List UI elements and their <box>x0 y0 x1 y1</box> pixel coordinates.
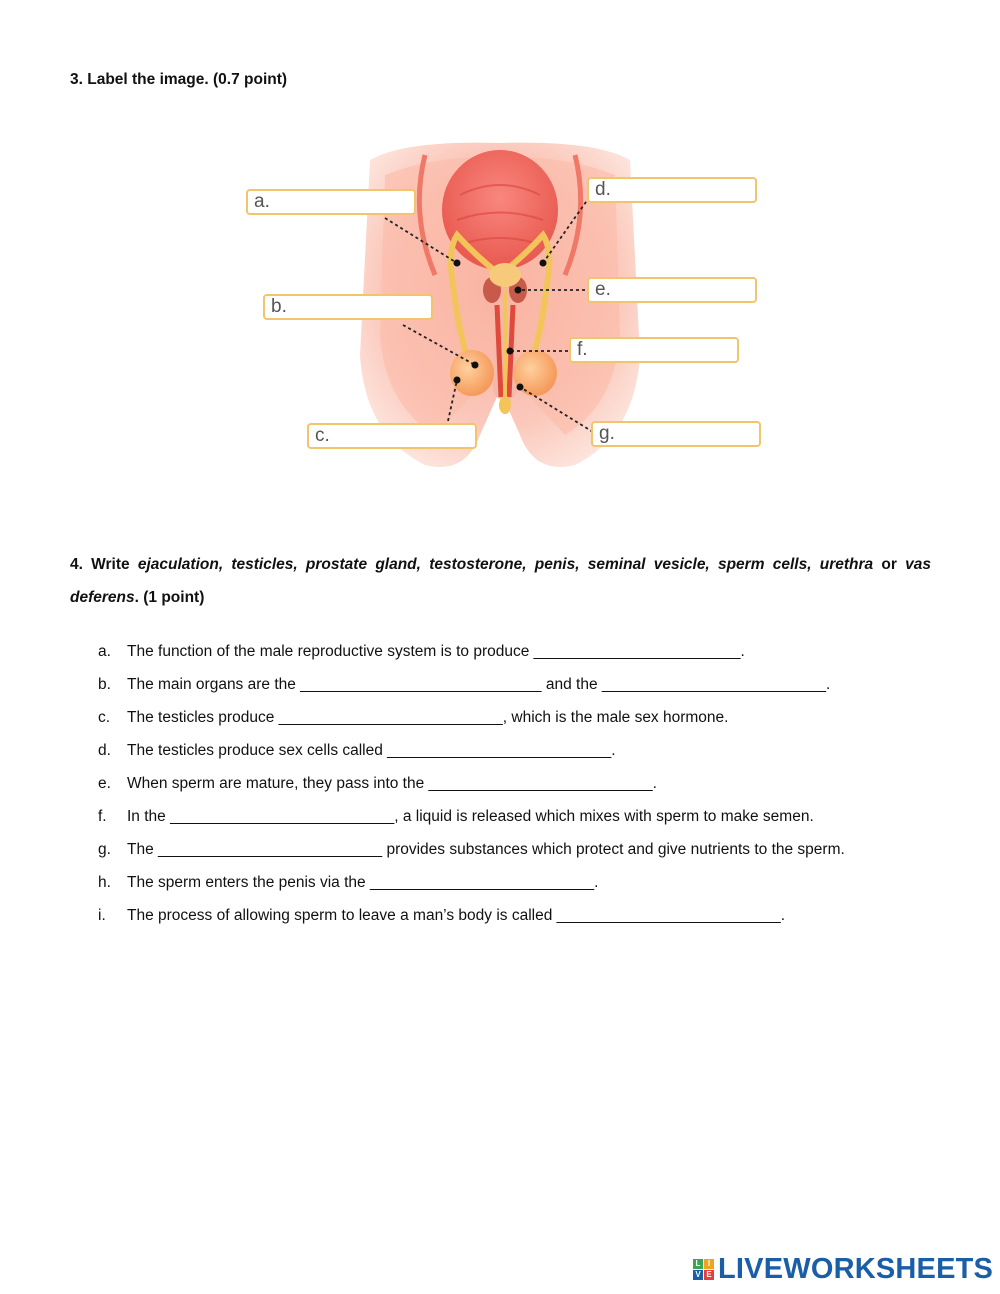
question-4-items <box>98 641 845 938</box>
q4-last-word: vas deferens <box>70 556 931 606</box>
list-item[interactable] <box>98 905 845 938</box>
item-text: The process of allowing sperm to leave a man’s body is called __________________________. <box>127 907 786 924</box>
item-letter: h. <box>98 874 111 891</box>
logo-mark-icon: L I V E <box>693 1259 714 1280</box>
male-reproductive-system-diagram <box>235 135 765 475</box>
item-text: The sperm enters the penis via the __________________________. <box>127 874 599 891</box>
list-item[interactable] <box>98 641 845 674</box>
item-letter: g. <box>98 841 111 858</box>
label-box-a[interactable]: a. <box>246 189 416 215</box>
item-text: The testicles produce __________________________, which is the male sex hormone. <box>127 709 729 726</box>
list-item[interactable] <box>98 872 845 905</box>
item-letter: a. <box>98 643 111 660</box>
label-box-d[interactable]: d. <box>587 177 757 203</box>
q4-points: . (1 point) <box>134 589 205 606</box>
question-4-instructions <box>70 548 931 614</box>
logo-text: LIVEWORKSHEETS <box>718 1252 994 1285</box>
item-text: When sperm are mature, they pass into the __________________________. <box>127 775 657 792</box>
item-letter: f. <box>98 808 107 825</box>
list-item[interactable] <box>98 773 845 806</box>
list-item[interactable] <box>98 806 845 839</box>
list-item[interactable] <box>98 707 845 740</box>
list-item[interactable] <box>98 839 845 872</box>
item-letter: i. <box>98 907 106 924</box>
item-text: The function of the male reproductive system is to produce ________________________. <box>127 643 745 660</box>
q4-word-list: ejaculation, testicles, prostate gland, testosterone, penis, seminal vesicle, sperm cells, urethra <box>137 556 874 573</box>
item-text: The testicles produce sex cells called __________________________. <box>127 742 616 759</box>
item-text: The main organs are the ____________________________ and the __________________________. <box>127 676 831 693</box>
item-letter: b. <box>98 676 111 693</box>
item-text: The __________________________ provides substances which protect and give nutrients to the sperm. <box>127 841 845 858</box>
label-box-f[interactable]: f. <box>569 337 739 363</box>
label-box-b[interactable]: b. <box>263 294 433 320</box>
list-item[interactable] <box>98 674 845 707</box>
list-item[interactable] <box>98 740 845 773</box>
item-letter: c. <box>98 709 111 726</box>
q4-intro: 4. Write <box>70 556 138 573</box>
item-text: In the __________________________, a liquid is released which mixes with sperm to make semen. <box>127 808 814 825</box>
label-box-c[interactable]: c. <box>307 423 477 449</box>
q4-or: or <box>873 556 906 573</box>
label-box-e[interactable]: e. <box>587 277 757 303</box>
item-letter: d. <box>98 742 111 759</box>
question-3-title: 3. Label the image. (0.7 point) <box>70 71 288 88</box>
item-letter: e. <box>98 775 111 792</box>
liveworksheets-logo[interactable] <box>693 1254 993 1284</box>
label-box-g[interactable]: g. <box>591 421 761 447</box>
